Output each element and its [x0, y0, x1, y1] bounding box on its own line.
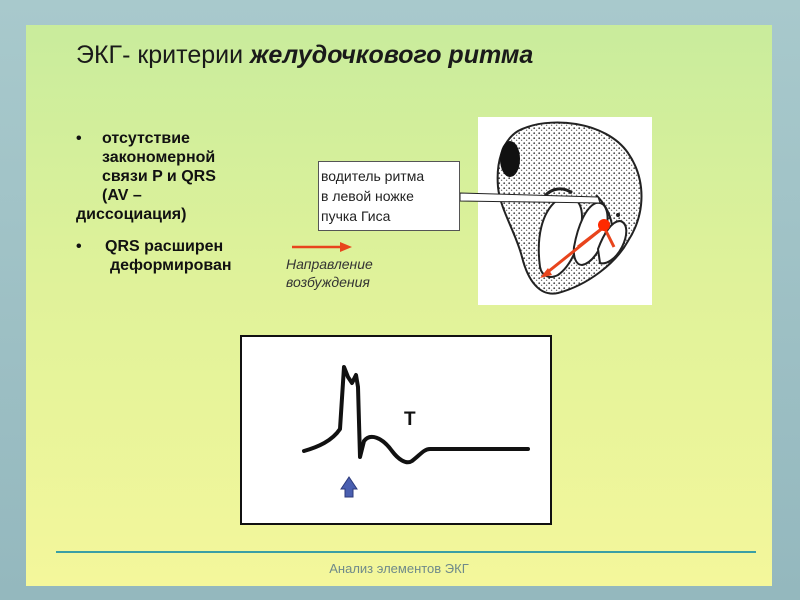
bullet-qrs-wide — [76, 237, 316, 275]
t-wave-label: T — [404, 409, 416, 430]
bullet-line: QRS расширен — [105, 238, 224, 255]
bullet-line: отсутствие — [102, 130, 190, 147]
footer-text: Анализ элементов ЭКГ — [329, 561, 469, 576]
slide-title — [76, 41, 533, 70]
bullet-line: диссоциация) — [76, 206, 187, 223]
right-arrow-icon — [292, 240, 352, 254]
direction-label-line: Направление — [286, 256, 373, 272]
bullet-line: связи P и QRS — [102, 168, 216, 185]
direction-label-line: возбуждения — [286, 274, 370, 290]
bullet-dot: • — [76, 238, 82, 255]
bullet-line: (AV – — [102, 187, 142, 204]
callout-line: водитель ритма — [321, 168, 425, 184]
bullet-dot: • — [76, 130, 82, 147]
ecg-strip — [240, 335, 552, 525]
bullet-line: деформирован — [110, 257, 232, 274]
slide — [26, 25, 772, 586]
footer-divider — [56, 551, 756, 553]
direction-label — [286, 255, 373, 291]
pacemaker-dot — [598, 219, 610, 231]
title-emphasis: желудочкового ритма — [250, 41, 534, 69]
callout-pointer — [460, 189, 610, 213]
title-prefix: ЭКГ- критерии — [76, 41, 250, 69]
ecg-trace — [242, 337, 550, 523]
callout-line: пучка Гиса — [321, 208, 391, 224]
pacemaker-callout — [318, 161, 460, 231]
bullet-av-dissociation — [76, 129, 296, 224]
bullet-line: закономерной — [102, 149, 216, 166]
callout-line: в левой ножке — [321, 188, 414, 204]
